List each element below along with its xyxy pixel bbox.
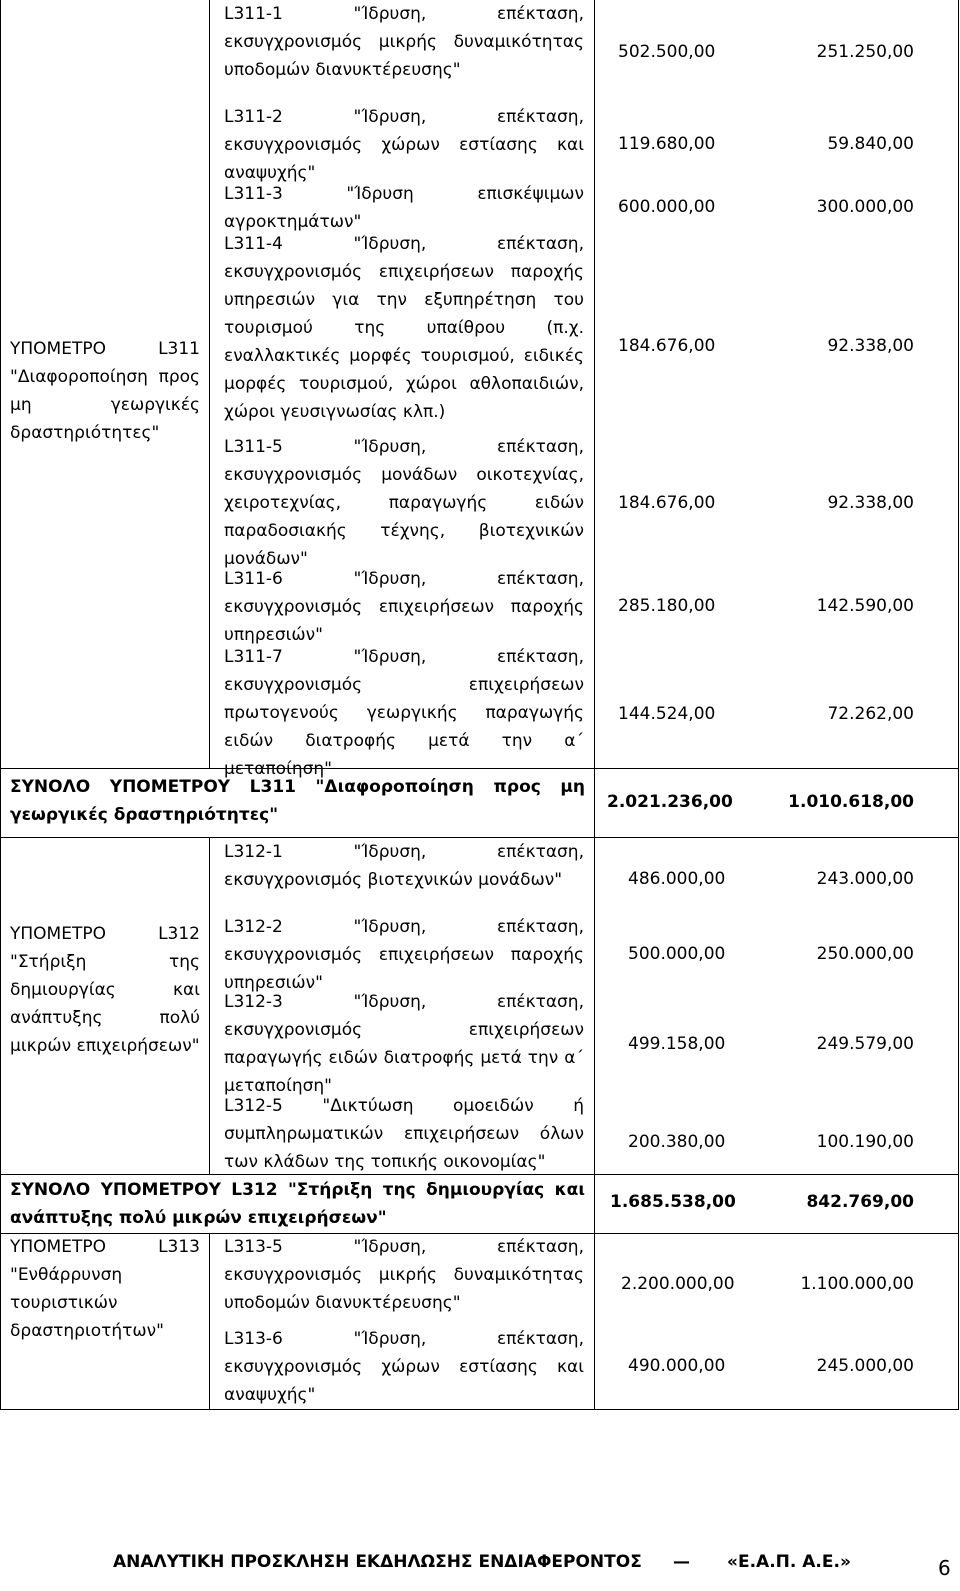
action-text: L311-5 "Ίδρυση, επέκταση, εκσυγχρονισμός μονάδων οικοτεχνίας, χειροτεχνίας, παραγωγής ειδών παραδοσιακής τέχνης, βιοτεχνικών μονάδων" <box>224 437 584 569</box>
submeasure-label-l313: ΥΠΟΜΕΤΡΟ L313 "Ενθάρρυνση τουριστικών δραστηριοτήτων" <box>10 1237 200 1341</box>
amount-public: 245.000,00 <box>816 1356 914 1376</box>
subtotal-amount-total: 2.021.236,00 <box>607 792 733 812</box>
col-divider <box>209 837 210 1174</box>
amount-total: 490.000,00 <box>628 1356 726 1376</box>
action-text: L313-6 "Ίδρυση, επέκταση, εκσυγχρονισμός χώρων εστίασης και αναψυχής" <box>224 1329 584 1405</box>
amount-public: 251.250,00 <box>816 42 914 62</box>
subtotal-label-l312: ΣΥΝΟΛΟ ΥΠΟΜΕΤΡΟΥ L312 "Στήριξη της δημιουργίας και ανάπτυξης πολύ μικρών επιχειρήσεων" <box>10 1180 585 1228</box>
action-text: L312-5 "Δικτύωση ομοειδών ή συμπληρωματικών επιχειρήσεων όλων των κλάδων της τοπικής οικονομίας" <box>224 1096 584 1172</box>
subtotal-label-l311: ΣΥΝΟΛΟ ΥΠΟΜΕΤΡΟΥ L311 "Διαφοροποίηση προς μη γεωργικές δραστηριότητες" <box>10 777 585 825</box>
action-text: L311-7 "Ίδρυση, επέκταση, εκσυγχρονισμός επιχειρήσεων πρωτογενούς γεωργικής παραγωγής ειδών διατροφής μετά την α΄ μεταποίηση" <box>224 647 584 779</box>
submeasure-label-l312: ΥΠΟΜΕΤΡΟ L312 "Στήριξη της δημιουργίας και ανάπτυξης πολύ μικρών επιχειρήσεων" <box>10 924 200 1056</box>
amount-public: 1.100.000,00 <box>800 1274 914 1294</box>
amount-total: 285.180,00 <box>618 596 716 616</box>
page-number: 6 <box>938 1556 951 1580</box>
col-divider <box>209 0 210 768</box>
amount-public: 100.190,00 <box>816 1132 914 1152</box>
action-text: L311-2 "Ίδρυση, επέκταση, εκσυγχρονισμός χώρων εστίασης και αναψυχής" <box>224 107 584 183</box>
footer-program: «Ε.Α.Π. Α.Ε.» <box>727 1552 851 1572</box>
action-text: L312-1 "Ίδρυση, επέκταση, εκσυγχρονισμός βιοτεχνικών μονάδων" <box>224 842 584 890</box>
amount-total: 2.200.000,00 <box>621 1274 735 1294</box>
col-divider <box>209 1233 210 1410</box>
amount-total: 144.524,00 <box>618 704 716 724</box>
footer-dash: — <box>673 1552 690 1572</box>
amount-total: 200.380,00 <box>628 1132 726 1152</box>
col-divider <box>594 0 595 1410</box>
amount-total: 499.158,00 <box>628 1034 726 1054</box>
amount-public: 250.000,00 <box>816 944 914 964</box>
subtotal-amount-public: 1.010.618,00 <box>788 792 914 812</box>
amount-total: 502.500,00 <box>618 42 716 62</box>
subtotal-amount-public: 842.769,00 <box>806 1192 914 1212</box>
action-text: L311-6 "Ίδρυση, επέκταση, εκσυγχρονισμός επιχειρήσεων παροχής υπηρεσιών" <box>224 569 584 645</box>
table-border-left <box>0 0 1 1410</box>
amount-total: 486.000,00 <box>628 869 726 889</box>
action-text: L311-4 "Ίδρυση, επέκταση, εκσυγχρονισμός επιχειρήσεων παροχής υπηρεσιών για την εξυπηρέτηση του τουρισμού της υπαίθρου (π.χ. εναλλακτικές μορφές τουρισμού, ειδικές μορφές τουρισμού, χώροι αθλοπαιδιών, χώροι γευσιγνωσίας κλπ.) <box>224 234 584 422</box>
amount-public: 92.338,00 <box>827 493 914 513</box>
amount-public: 300.000,00 <box>816 197 914 217</box>
amount-public: 59.840,00 <box>827 134 914 154</box>
amount-public: 72.262,00 <box>827 704 914 724</box>
amount-public: 92.338,00 <box>827 336 914 356</box>
action-text: L311-1 "Ίδρυση, επέκταση, εκσυγχρονισμός μικρής δυναμικότητας υποδομών διανυκτέρευσης" <box>224 4 584 80</box>
table-border-bottom <box>0 1409 959 1410</box>
amount-total: 600.000,00 <box>618 197 716 217</box>
footer-title: ΑΝΑΛΥΤΙΚΗ ΠΡΟΣΚΛΗΣΗ ΕΚΔΗΛΩΣΗΣ ΕΝΔΙΑΦΕΡΟΝΤΟΣ <box>113 1552 642 1572</box>
action-text: L312-2 "Ίδρυση, επέκταση, εκσυγχρονισμός επιχειρήσεων παροχής υπηρεσιών" <box>224 917 584 993</box>
amount-public: 243.000,00 <box>816 869 914 889</box>
subtotal-amount-total: 1.685.538,00 <box>610 1192 736 1212</box>
action-text: L311-3 "Ίδρυση επισκέψιμων αγροκτημάτων" <box>224 184 584 232</box>
amount-total: 184.676,00 <box>618 493 716 513</box>
amount-total: 500.000,00 <box>628 944 726 964</box>
amount-public: 142.590,00 <box>816 596 914 616</box>
submeasure-label-l311: ΥΠΟΜΕΤΡΟ L311 "Διαφοροποίηση προς μη γεωργικές δραστηριότητες" <box>10 339 200 443</box>
amount-total: 184.676,00 <box>618 336 716 356</box>
amount-public: 249.579,00 <box>816 1034 914 1054</box>
action-text: L312-3 "Ίδρυση, επέκταση, εκσυγχρονισμός επιχειρήσεων παραγωγής ειδών διατροφής μετά την α΄ μεταποίηση" <box>224 992 584 1096</box>
action-text: L313-5 "Ίδρυση, επέκταση, εκσυγχρονισμός μικρής δυναμικότητας υποδομών διανυκτέρευσης" <box>224 1237 584 1313</box>
amount-total: 119.680,00 <box>618 134 716 154</box>
table-border-right <box>958 0 959 1410</box>
